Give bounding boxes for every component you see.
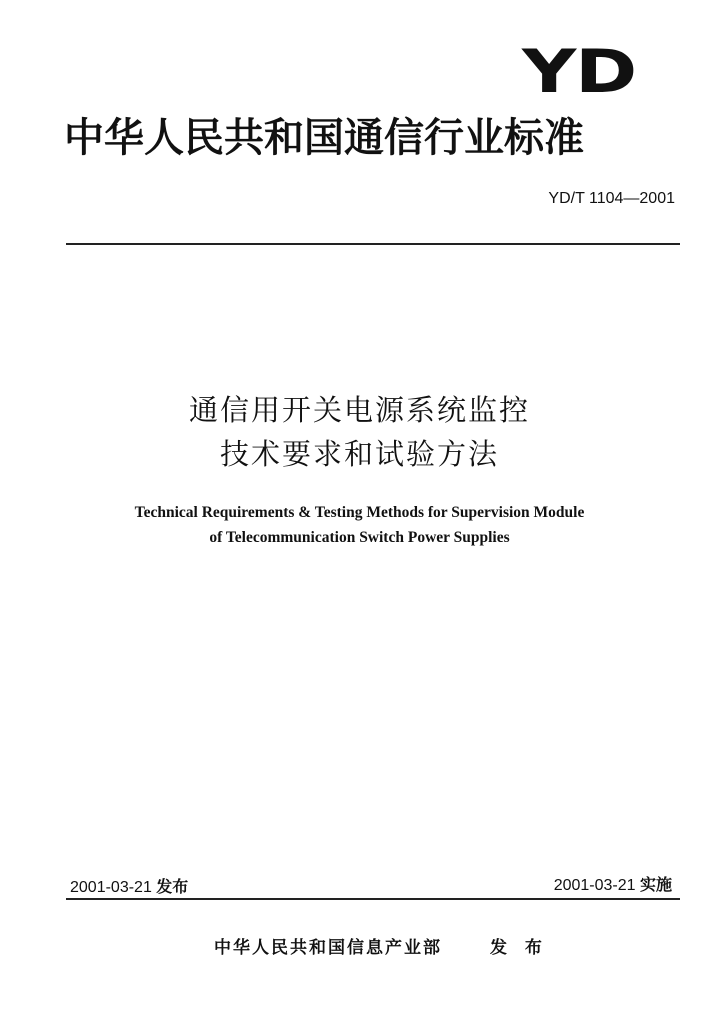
issue-label: 发布 <box>156 877 189 896</box>
publisher-name: 中华人民共和国信息产业部 <box>214 938 442 958</box>
title-en-line2: of Telecommunication Switch Power Supplies <box>209 529 510 546</box>
title-cn-line1: 通信用开关电源系统监控 <box>188 393 530 427</box>
title-en-line1: Technical Requirements & Testing Methods for Supervision Module <box>134 504 585 521</box>
standard-number: YD/T 1104—2001 <box>548 190 675 207</box>
issue-date-block <box>70 877 188 898</box>
issue-date: 2001-03-21 <box>70 879 152 896</box>
title-cn-line2: 技术要求和试验方法 <box>219 437 499 471</box>
implement-date: 2001-03-21 <box>553 877 636 894</box>
implement-label: 实施 <box>639 875 672 894</box>
yd-logo: YD <box>522 37 637 107</box>
implement-date-block <box>440 875 672 896</box>
bottom-divider <box>66 898 680 900</box>
top-divider <box>66 243 680 245</box>
publish-label: 发 布 <box>490 938 548 958</box>
standard-category: 中华人民共和国通信行业标准 <box>64 115 584 161</box>
